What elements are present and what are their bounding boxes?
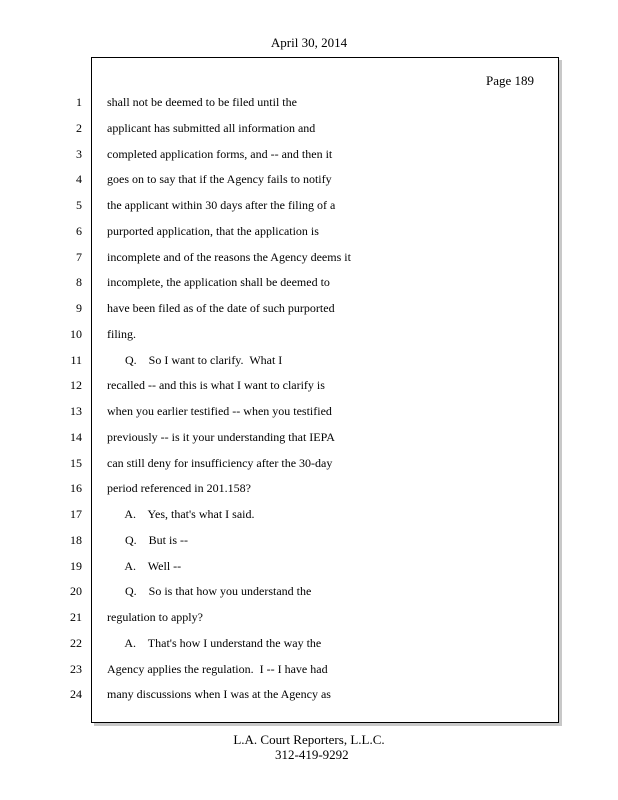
transcript-line: many discussions when I was at the Agency as: [107, 687, 331, 702]
line-number: 1: [76, 95, 82, 109]
line-number: 24: [70, 687, 82, 702]
line-number: 19: [70, 558, 82, 573]
transcript-line: filing.: [107, 326, 136, 341]
court-reporter-phone: 312-419-9292: [275, 747, 349, 762]
transcript-line: Agency applies the regulation. I -- I have had: [107, 661, 328, 676]
transcript-line: A. Yes, that's what I said.: [107, 507, 255, 521]
line-number: 8: [76, 275, 82, 290]
line-number: 12: [70, 378, 82, 393]
transcript-line: purported application, that the application is: [107, 223, 319, 238]
transcript-line: applicant has submitted all information and: [107, 120, 316, 135]
line-number: 23: [70, 661, 82, 676]
line-number: 17: [70, 507, 82, 521]
line-number: 9: [76, 301, 82, 315]
transcript-line: Q. But is --: [107, 532, 188, 547]
transcript-line: period referenced in 201.158?: [107, 481, 251, 496]
line-number: 14: [70, 429, 82, 444]
line-number: 11: [70, 352, 82, 367]
transcript-line: A. Well --: [107, 558, 182, 573]
transcript-line: regulation to apply?: [107, 610, 203, 624]
transcript-line: shall not be deemed to be filed until the: [107, 95, 297, 109]
transcript-line: recalled -- and this is what I want to clarify is: [107, 378, 325, 393]
line-number: 16: [70, 481, 82, 496]
transcript-line: incomplete, the application shall be deemed to: [107, 275, 330, 290]
line-number: 18: [70, 532, 82, 547]
line-number: 13: [70, 404, 82, 418]
court-reporter-name: L.A. Court Reporters, L.L.C.: [233, 732, 385, 747]
transcript-line: previously -- is it your understanding that IEPA: [107, 429, 335, 444]
transcript-line: A. That's how I understand the way the: [107, 635, 322, 650]
transcript-line: incomplete and of the reasons the Agency deems it: [107, 249, 351, 264]
line-number: 21: [70, 610, 82, 624]
transcript-line: Q. So is that how you understand the: [107, 584, 312, 599]
line-number: 22: [70, 635, 82, 650]
transcript-line: can still deny for insufficiency after the 30-day: [107, 455, 333, 470]
transcript-line: when you earlier testified -- when you testified: [107, 404, 332, 418]
line-number: 3: [76, 146, 82, 161]
transcript-line: the applicant within 30 days after the filing of a: [107, 198, 336, 212]
transcript-line: goes on to say that if the Agency fails to notify: [107, 172, 332, 187]
line-number: 7: [76, 249, 82, 264]
line-number: 5: [76, 198, 82, 212]
page-number: Page 189: [485, 73, 534, 88]
line-number: 20: [70, 584, 82, 599]
transcript-line: completed application forms, and -- and then it: [107, 146, 333, 161]
line-number: 6: [76, 223, 82, 238]
line-number: 4: [76, 172, 82, 187]
line-number: 2: [76, 120, 82, 135]
transcript-line: Q. So I want to clarify. What I: [107, 352, 283, 367]
transcript-line: have been filed as of the date of such purported: [107, 301, 335, 315]
transcript-date: April 30, 2014: [270, 35, 348, 50]
line-number: 10: [70, 326, 82, 341]
line-number: 15: [70, 455, 82, 470]
